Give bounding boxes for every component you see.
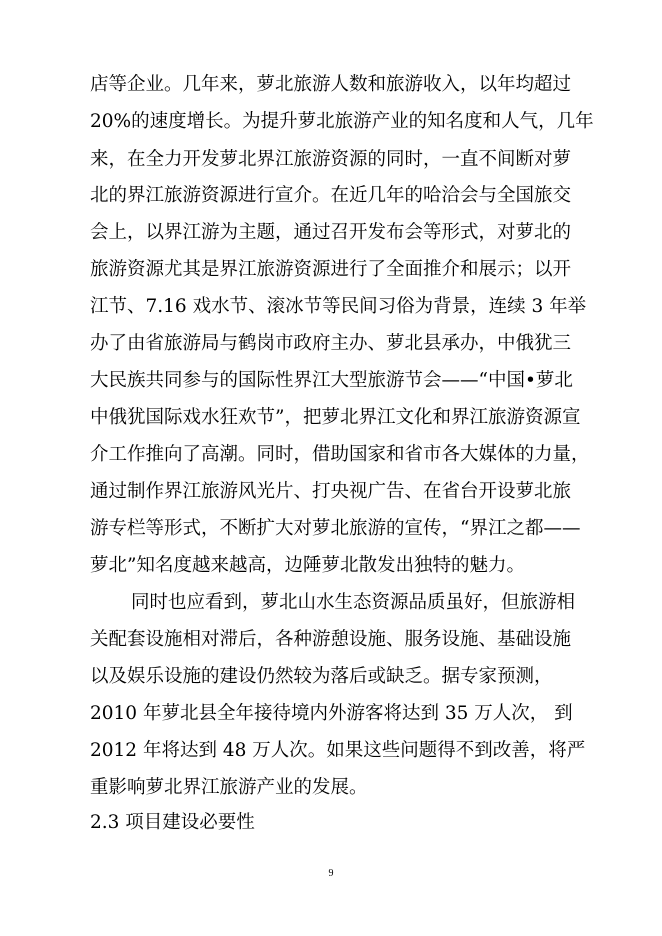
- paragraph-1-line-5: 会上，以界江游为主题，通过召开发布会等形式，对萝北的: [90, 222, 572, 243]
- paragraph-1-line-10: 中俄犹国际戏水狂欢节”，把萝北界江文化和界江旅游资源宣: [90, 407, 581, 428]
- paragraph-1-line-9: 大民族共同参与的国际性界江大型旅游节会——“中国•萝北: [90, 370, 573, 391]
- paragraph-2-line-4: 2010 年萝北县全年接待境内外游客将达到 35 万人次， 到: [90, 703, 573, 724]
- paragraph-2-line-6: 重影响萝北界江旅游产业的发展。: [90, 777, 368, 798]
- paragraph-1-line-7: 江节、7.16 戏水节、滚冰节等民间习俗为背景，连续 3 年举: [90, 296, 587, 317]
- paragraph-1-line-8: 办了由省旅游局与鹤岗市政府主办、萝北县承办，中俄犹三: [90, 333, 572, 354]
- paragraph-1-line-1: 店等企业。几年来，萝北旅游人数和旅游收入，以年均超过: [90, 74, 572, 95]
- page-number: 9: [328, 868, 334, 879]
- paragraph-1-line-14: 萝北”知名度越来越高，边陲萝北散发出独特的魅力。: [90, 555, 525, 576]
- paragraph-1-line-6: 旅游资源尤其是界江旅游资源进行了全面推介和展示；以开: [90, 259, 572, 280]
- paragraph-1-line-4: 北的界江旅游资源进行宣介。在近几年的哈洽会与全国旅交: [90, 185, 572, 206]
- section-heading: 2.3 项目建设必要性: [90, 812, 255, 833]
- paragraph-1-line-3: 来，在全力开发萝北界江旅游资源的同时，一直不间断对萝: [90, 149, 572, 170]
- paragraph-2-line-1: 同时也应看到，萝北山水生态资源品质虽好，但旅游相: [131, 592, 576, 613]
- paragraph-1-line-2: 20%的速度增长。为提升萝北旅游产业的知名度和人气，几年: [90, 111, 594, 132]
- paragraph-2-line-2: 关配套设施相对滞后，各种游憩设施、服务设施、基础设施: [90, 629, 572, 650]
- paragraph-2-line-5: 2012 年将达到 48 万人次。如果这些问题得不到改善，将严: [90, 740, 586, 761]
- paragraph-1-line-11: 介工作推向了高潮。同时，借助国家和省市各大媒体的力量，: [90, 444, 590, 465]
- paragraph-1-line-12: 通过制作界江旅游风光片、打央视广告、在省台开设萝北旅: [90, 481, 572, 502]
- paragraph-1-line-13: 游专栏等形式，不断扩大对萝北旅游的宣传，“界江之都——: [90, 518, 581, 539]
- paragraph-2-line-3: 以及娱乐设施的建设仍然较为落后或缺乏。据专家预测，: [90, 666, 553, 687]
